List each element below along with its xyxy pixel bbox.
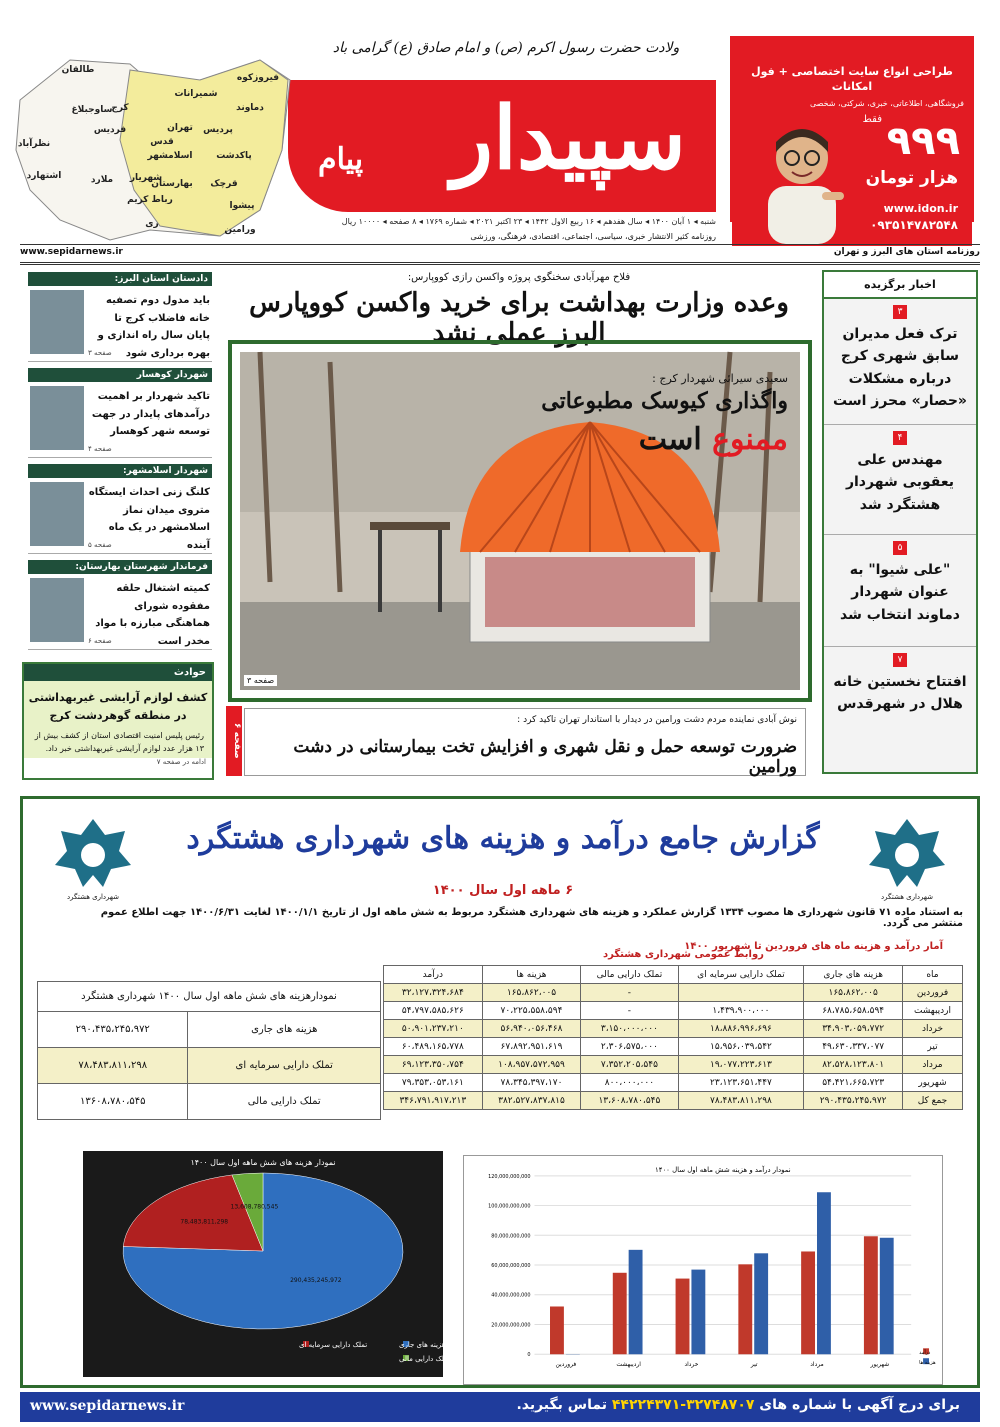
- featured-item[interactable]: [824, 425, 976, 535]
- summary-value: ۷۸،۴۸۳،۸۱۱،۲۹۸: [38, 1048, 188, 1084]
- portrait-photo: [30, 290, 84, 354]
- municipality-logo-icon: [867, 813, 947, 893]
- map-region-label: اسلامشهر: [147, 151, 193, 161]
- y-tick-label: 120,000,000,000: [488, 1173, 531, 1180]
- logo-caption: شهرداری هشتگرد: [881, 893, 933, 901]
- featured-item-text: ترک فعل مدیران سابق شهری کرج درباره مشکلات «حصار» محرز است: [833, 326, 967, 410]
- table-cell: ۶۸،۷۸۵،۶۵۸،۵۹۴: [804, 1002, 903, 1020]
- map-region-label: پاکدشت: [216, 151, 252, 161]
- table-cell: ۶۰،۴۸۹،۱۶۵،۷۷۸: [384, 1038, 483, 1056]
- stats-title: آمار درآمد و هزینه ماه های فروردین تا شهریور ۱۴۰۰: [684, 941, 943, 952]
- y-tick-label: 40,000,000,000: [491, 1292, 531, 1299]
- ad-price: ۹۹۹: [886, 117, 960, 164]
- page-ref: صفحه ۴: [88, 445, 112, 453]
- summary-value: ۲۹۰،۴۳۵،۲۴۵،۹۷۲: [38, 1012, 188, 1048]
- summary-value: ۱۳۶۰۸،۷۸۰،۵۴۵: [38, 1084, 188, 1120]
- ad-person-illustration: [754, 116, 850, 244]
- table-cell: مرداد: [902, 1056, 962, 1074]
- paper-region: روزنامه استان های البرز و تهران: [833, 247, 980, 257]
- table-cell: ۵۶،۹۴۰،۰۵۶،۴۶۸: [482, 1020, 581, 1038]
- table-cell: ۸۲،۵۲۸،۱۲۳،۸۰۱: [804, 1056, 903, 1074]
- table-cell: ۱،۴۳۹،۹۰۰،۰۰۰: [678, 1002, 804, 1020]
- map-region-label: پیشوا: [229, 201, 255, 211]
- pie-slice-label: 13,608,780,545: [230, 1203, 279, 1211]
- brief-head: شهردار کوهسار: [28, 368, 212, 382]
- site-design-ad[interactable]: [730, 36, 974, 232]
- dateline: شنبه ◂ ۱ آبان ۱۴۰۰ ◂ سال هفدهم ◂ ۱۶ ربیع الاول ۱۴۴۲ ◂ ۲۳ اکتبر ۲۰۲۱ ◂ شماره ۱۷۶۹ ◂ ۸ صفحه ◂ ۱۰۰۰۰ ریال: [341, 217, 716, 226]
- x-tick-label: اردیبهشت: [616, 1361, 641, 1369]
- legend-label: تملک دارایی سرمایه ای: [299, 1341, 368, 1349]
- table-cell: تیر: [902, 1038, 962, 1056]
- table-cell: ۳۴۶،۷۹۱،۹۱۷،۲۱۳: [384, 1092, 483, 1110]
- table-cell: ۷۸،۴۸۳،۸۱۱،۲۹۸: [678, 1092, 804, 1110]
- table-cell: ۱۳،۶۰۸،۷۸۰،۵۴۵: [581, 1092, 678, 1110]
- x-tick-label: مرداد: [810, 1361, 824, 1369]
- photo-story[interactable]: [228, 340, 812, 702]
- report-title: گزارش جامع درآمد و هزینه های شهرداری هشتگرد: [186, 821, 820, 856]
- bar-income: [801, 1251, 815, 1354]
- table-cell: ۱۹،۰۷۷،۲۲۳،۶۱۳: [678, 1056, 804, 1074]
- table-cell: ۳۴،۹۰۳،۰۵۹،۷۷۲: [804, 1020, 903, 1038]
- table-cell: ۱۰۸،۹۵۷،۵۷۲،۹۵۹: [482, 1056, 581, 1074]
- x-tick-label: خرداد: [684, 1361, 699, 1369]
- province-map: [10, 40, 296, 240]
- table-cell: ۸۰۰،۰۰۰،۰۰۰: [581, 1074, 678, 1092]
- pie-chart-title: نمودار هزینه های شش ماهه اول سال ۱۴۰۰: [190, 1158, 336, 1167]
- footer-bar: [20, 1392, 980, 1422]
- events-body: رئیس پلیس امنیت اقتصادی استان از کشف بیش از ۱۳ هزار عدد لوازم آرایشی غیربهداشتی خبر داد.: [24, 728, 212, 758]
- events-head: حوادث: [24, 664, 212, 681]
- ad-phone: ۰۹۳۵۱۴۷۸۲۵۴۸: [870, 217, 958, 232]
- portrait-photo: [30, 386, 84, 450]
- logo-caption: شهرداری هشتگرد: [67, 893, 119, 901]
- ad-price-prefix: فقط: [862, 113, 882, 125]
- bar-expense: [880, 1238, 894, 1354]
- table-cell: ۱۸،۸۸۶،۹۹۶،۶۹۶: [678, 1020, 804, 1038]
- table-cell: ۷۹،۳۵۳،۰۵۳،۱۶۱: [384, 1074, 483, 1092]
- table-header: ماه: [902, 966, 962, 984]
- page-ref: صفحه ۳: [88, 349, 112, 357]
- table-cell: ۵۰،۹۰۱،۲۳۷،۲۱۰: [384, 1020, 483, 1038]
- brief-text: باید مدول دوم تصفیه خانه فاضلاب کرج تا پایان سال راه اندازی و بهره برداری شود: [97, 295, 210, 359]
- table-cell: -: [581, 1002, 678, 1020]
- x-tick-label: تیر: [750, 1361, 758, 1369]
- footer-url[interactable]: www.sepidarnews.ir: [30, 1398, 185, 1414]
- lead-supertitle: فلاح مهرآبادی سخنگوی پروژه واکسن رازی کووپارس:: [407, 272, 631, 283]
- brief-head: فرماندار شهرستان بهارستان:: [28, 560, 212, 574]
- page-badge: ۷: [893, 653, 907, 667]
- map-region-label: ملارد: [90, 175, 114, 185]
- brief-head: شهردار اسلامشهر:: [28, 464, 212, 478]
- table-row: [384, 1002, 963, 1020]
- table-cell: خرداد: [902, 1020, 962, 1038]
- report-subtitle: ۶ ماهه اول سال ۱۴۰۰: [432, 883, 574, 898]
- legend-label: هزینه ها: [919, 1360, 936, 1367]
- portrait-photo: [30, 578, 84, 642]
- table-header: هزینه ها: [482, 966, 581, 984]
- events-more-link[interactable]: ادامه در صفحه ۷: [156, 757, 206, 766]
- summary-title: نمودارهزینه های شش ماهه اول سال ۱۴۰۰ شهرداری هشتگرد: [38, 982, 381, 1012]
- table-cell: شهریور: [902, 1074, 962, 1092]
- brief-item[interactable]: [28, 464, 212, 554]
- legend-label: درآمد: [919, 1350, 931, 1357]
- table-cell: فروردین: [902, 984, 962, 1002]
- table-cell: ۲،۳۰۶،۵۷۵،۰۰۰: [581, 1038, 678, 1056]
- photo-story-tail: است: [638, 422, 702, 457]
- bar-income: [864, 1236, 878, 1354]
- featured-news: [822, 270, 978, 774]
- table-row: [384, 1038, 963, 1056]
- photo-story-supertitle: سعیدی سیرائی شهردار کرج :: [652, 372, 788, 385]
- bar-chart-title: نمودار درآمد و هزینه شش ماهه اول سال ۱۴۰۰: [655, 1165, 791, 1174]
- table-cell: جمع کل: [902, 1092, 962, 1110]
- masthead-logo[interactable]: [288, 80, 716, 212]
- masthead-prefix: پیام: [318, 142, 364, 177]
- footer-phone[interactable]: ۳۲۷۴۸۷۰۷-۴۴۲۲۴۳۷۱: [611, 1397, 755, 1413]
- table-header: هزینه های جاری: [804, 966, 903, 984]
- summary-table: [37, 981, 381, 1120]
- featured-item[interactable]: [824, 647, 976, 767]
- portrait-photo: [30, 482, 84, 546]
- table-row: [384, 1056, 963, 1074]
- table-cell: ۷۸،۳۴۵،۳۹۷،۱۷۰: [482, 1074, 581, 1092]
- pie-slice-label: 290,435,245,972: [290, 1277, 342, 1285]
- map-region-label: کرج: [111, 103, 129, 113]
- bar-expense: [691, 1270, 705, 1355]
- map-region-label: شمیرانات: [174, 89, 218, 99]
- tagline: روزنامه کثیر الانتشار خبری، سیاسی، اجتماعی، اقتصادی، فرهنگی، ورزشی: [470, 232, 716, 241]
- footer-text-post: تماس بگیرید.: [516, 1397, 608, 1413]
- municipality-report: [20, 796, 980, 1388]
- ad-subline: فروشگاهی، اطلاعاتی، خبری، شرکتی، شخصی: [732, 99, 972, 112]
- map-region-label: بهارستان: [151, 179, 193, 189]
- y-tick-label: 60,000,000,000: [491, 1263, 531, 1270]
- summary-label: تملک دارایی مالی: [188, 1084, 381, 1120]
- table-cell: ۳،۱۵۰،۰۰۰،۰۰۰: [581, 1020, 678, 1038]
- table-row: [384, 1074, 963, 1092]
- page-badge: ۳: [893, 305, 907, 319]
- page-badge: ۵: [893, 541, 907, 555]
- ad-headline: طراحی انواع سایت اختصاصی + فول امکانات: [732, 38, 972, 99]
- public-relations: روابط عمومی شهرداری هشتگرد: [603, 949, 764, 960]
- map-region-label: ری: [145, 219, 159, 229]
- table-cell: ۱۶۵،۸۶۲،۰۰۵: [804, 984, 903, 1002]
- table-row: [384, 1092, 963, 1110]
- featured-item-text: "علی شیوا" به عنوان شهردار دماوند انتخاب شد: [840, 562, 960, 623]
- brief-text: کمیته اشتغال حلقه مفقوده شورای هماهنگی مبارزه با مواد مخدر است: [95, 583, 210, 647]
- table-row: [384, 1020, 963, 1038]
- map-region-label: قرچک: [210, 179, 238, 189]
- summary-label: تملک دارایی سرمایه ای: [188, 1048, 381, 1084]
- x-tick-label: شهریور: [870, 1361, 890, 1369]
- table-cell: اردیبهشت: [902, 1002, 962, 1020]
- pie-slice-label: 78,483,811,298: [180, 1218, 229, 1226]
- site-url[interactable]: www.sepidarnews.ir: [20, 247, 123, 257]
- footer-contact: [516, 1397, 960, 1413]
- map-region-label: دماوند: [236, 103, 264, 113]
- expense-pie-chart: [83, 1151, 451, 1377]
- photo-story-headline-2: [639, 422, 788, 457]
- ad-url[interactable]: www.idon.ir: [883, 201, 958, 215]
- map-region-label: شهریار: [129, 173, 163, 183]
- divider: [20, 262, 980, 265]
- map-region-label: طالقان: [61, 65, 95, 75]
- bar-income: [550, 1306, 564, 1354]
- brief-item[interactable]: [28, 272, 212, 362]
- featured-item-text: افتتاح نخستین خانه هلال در شهرقدس: [833, 674, 967, 713]
- masthead-name: سپیدار: [451, 88, 686, 189]
- footer-text-pre: برای درج آگهی با شماره های: [759, 1397, 960, 1413]
- map-region-label: رباط کریم: [127, 195, 173, 205]
- y-tick-label: 0: [527, 1352, 531, 1359]
- table-cell: ۵۴،۷۹۷،۵۸۵،۶۲۶: [384, 1002, 483, 1020]
- x-tick-label: فروردین: [555, 1361, 577, 1369]
- report-intro: به استناد ماده ۷۱ قانون شهرداری ها مصوب ۱۳۳۴ گزارش عملکرد و هزینه های شهرداری هشتگرد مربوط به شش ماهه اول از تاریخ ۱۴۰۰/۱/۱ لغایت ۱۴۰۰/۶/۳۱ جهت اطلاع عموم منتشر می گردد.: [100, 907, 963, 929]
- page-badge: ۴: [893, 431, 907, 445]
- top-bar: [20, 244, 980, 260]
- table-cell: [678, 984, 804, 1002]
- brief-text: کلنگ زنی احداث ایستگاه متروی میدان نماز اسلامشهر در یک ماه آینده: [88, 487, 210, 551]
- map-region-label: تهران: [167, 123, 193, 133]
- map-region-label: پردیس: [203, 125, 233, 135]
- table-header: تملک دارایی مالی: [581, 966, 678, 984]
- table-row: [384, 984, 963, 1002]
- table-cell: ۴۹،۶۳۰،۳۳۷،۰۷۷: [804, 1038, 903, 1056]
- featured-item-text: مهندس علی یعقوبی شهردار هشتگرد شد: [845, 452, 955, 513]
- map-region-label: ورامین: [224, 225, 256, 235]
- page-ref: صفحه ۳: [244, 675, 277, 686]
- masthead-slogan: ولادت حضرت رسول اکرم (ص) و امام صادق (ع) گرامی باد: [332, 40, 680, 56]
- table-cell: ۱۵،۹۵۶،۰۳۹،۵۴۲: [678, 1038, 804, 1056]
- ad-price-unit: هزار تومان: [865, 167, 958, 188]
- second-story[interactable]: [244, 708, 806, 776]
- table-cell: ۷۰،۲۲۵،۵۵۸،۵۹۴: [482, 1002, 581, 1020]
- table-cell: ۶۹،۱۲۳،۳۵۰،۷۵۴: [384, 1056, 483, 1074]
- bar-expense: [817, 1192, 831, 1354]
- featured-item[interactable]: [824, 535, 976, 647]
- table-cell: ۲۹۰،۴۳۵،۲۴۵،۹۷۲: [804, 1092, 903, 1110]
- lead-headline[interactable]: وعده وزارت بهداشت برای خرید واکسن کووپارس البرز عملی نشد: [249, 288, 789, 348]
- map-region-label: قدس: [150, 137, 174, 147]
- table-cell: ۵۴،۴۲۱،۶۶۵،۷۲۳: [804, 1074, 903, 1092]
- map-region-label: اشتهارد: [26, 171, 62, 181]
- page-ref-vertical: صفحه ۶: [226, 706, 242, 776]
- table-cell: ۲۳،۱۲۳،۶۵۱،۴۴۷: [678, 1074, 804, 1092]
- brief-news: [28, 272, 212, 656]
- table-cell: ۶۷،۸۹۲،۹۵۱،۶۱۹: [482, 1038, 581, 1056]
- bar-income: [613, 1273, 627, 1354]
- y-tick-label: 80,000,000,000: [491, 1233, 531, 1240]
- table-header: درآمد: [384, 966, 483, 984]
- map-region-label: ساوجبلاغ: [71, 105, 113, 115]
- summary-label: هزینه های جاری: [188, 1012, 381, 1048]
- events-box[interactable]: [22, 662, 214, 780]
- table-cell: ۱۶۵،۸۶۲،۰۰۵: [482, 984, 581, 1002]
- second-story-supertitle: نوش آبادی نماینده مردم دشت ورامین در دیدار با استاندار تهران تاکید کرد :: [517, 715, 797, 725]
- table-cell: -: [581, 984, 678, 1002]
- page-ref: صفحه ۵: [88, 541, 112, 549]
- brief-head: دادستان استان البرز:: [28, 272, 212, 286]
- bar-income: [738, 1264, 752, 1354]
- map-region-label: نظرآباد: [17, 139, 51, 149]
- second-story-headline: ضرورت توسعه حمل و نقل شهری و افزایش تخت بیمارستانی در دشت ورامین: [293, 737, 797, 777]
- legend-label: تملک دارایی مالی: [399, 1355, 451, 1363]
- municipality-logo-icon: [53, 813, 133, 893]
- featured-title: اخبار برگزیده: [824, 272, 976, 299]
- brief-item[interactable]: [28, 560, 212, 650]
- bar-expense: [754, 1253, 768, 1354]
- income-expense-bar-chart: [463, 1155, 943, 1385]
- y-tick-label: 20,000,000,000: [491, 1322, 531, 1329]
- legend-label: هزینه های جاری: [399, 1341, 446, 1349]
- photo-story-headline: واگذاری کیوسک مطبوعاتی: [541, 388, 788, 414]
- monthly-table: [383, 965, 963, 1110]
- table-cell: ۳۸۲،۵۲۷،۸۳۷،۸۱۵: [482, 1092, 581, 1110]
- y-tick-label: 100,000,000,000: [488, 1203, 531, 1210]
- bar-income: [676, 1279, 690, 1355]
- page-ref: صفحه ۶: [88, 637, 112, 645]
- table-cell: ۳۲،۱۲۷،۳۲۴،۶۸۴: [384, 984, 483, 1002]
- table-cell: ۷،۳۵۲،۲۰۵،۵۴۵: [581, 1056, 678, 1074]
- photo-story-highlight: ممنوع: [712, 422, 788, 457]
- table-header: تملک دارایی سرمایه ای: [678, 966, 804, 984]
- brief-text: تاکید شهردار بر اهمیت درآمدهای پایدار در جهت توسعه شهر کوهسار: [91, 391, 210, 437]
- bar-expense: [629, 1250, 643, 1354]
- brief-item[interactable]: [28, 368, 212, 458]
- ad-body: [732, 112, 972, 246]
- events-title: کشف لوازم آرایشی غیربهداشتی در منطقه گوهردشت کرج: [24, 681, 212, 728]
- map-region-label: فیروزکوه: [236, 73, 280, 83]
- featured-item[interactable]: [824, 299, 976, 425]
- map-region-label: فردیس: [93, 125, 127, 135]
